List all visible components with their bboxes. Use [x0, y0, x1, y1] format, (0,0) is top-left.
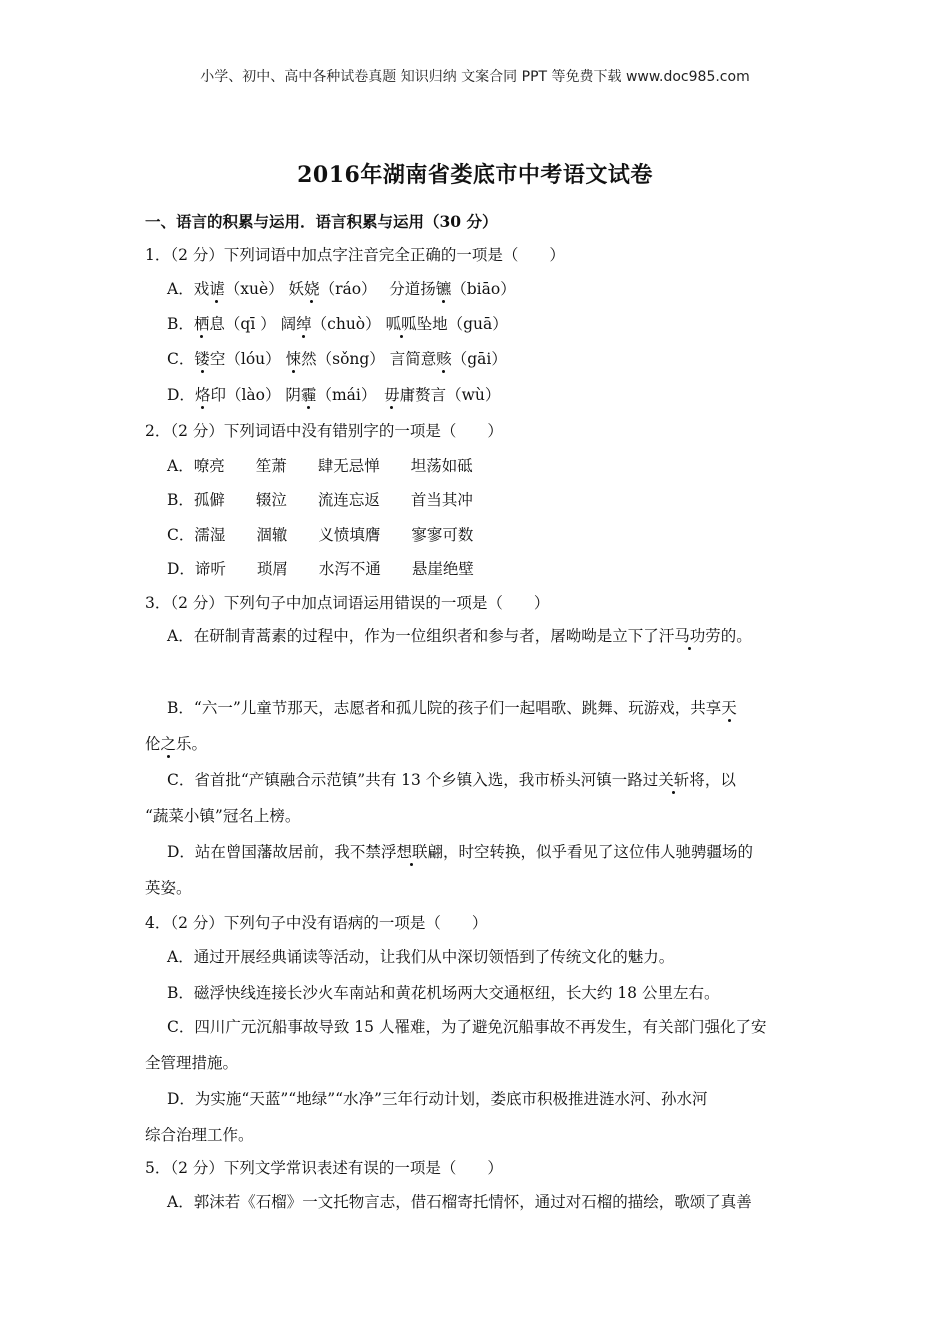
text: 空（lóu）: [209, 350, 286, 368]
text: C．省首批“产镇融合示范镇”共有 13 个乡镇入选，我市桥头河镇一路: [167, 771, 643, 789]
q2-option-a: A．嘹亮 笙萧 肆无忌惮 坦荡如砥: [167, 457, 473, 475]
q3-option-b-cont: [145, 734, 207, 754]
q1-option-b: [167, 314, 508, 334]
text: （biāo）: [451, 280, 516, 298]
q1-option-a: [167, 279, 516, 299]
text: （xuè） 妖: [224, 280, 305, 298]
text: （mái）: [316, 386, 385, 404]
section-heading: 一、语言的积累与运用．语言积累与运用（30 分）: [145, 212, 498, 231]
text: ，时空转换，似乎看见了这位伟人驰骋疆场的: [442, 843, 753, 861]
dotted-char: 赅: [436, 350, 452, 368]
dotted-char: 谑: [209, 280, 225, 298]
text: 庸赘言（wù）: [399, 386, 501, 404]
text: 印（lào） 阴: [210, 386, 301, 404]
question-1-stem: 1．（2 分）下列词语中加点字注音完全正确的一项是（ ）: [145, 246, 565, 264]
text: （chuò）: [311, 315, 386, 333]
text: D．站在曾国藩故居前，我不禁: [167, 843, 381, 861]
text: C．: [167, 350, 195, 368]
dotted-phrase: 天: [721, 699, 737, 717]
q4-option-c-cont: 全管理措施。: [145, 1054, 239, 1072]
text: 。: [191, 735, 208, 753]
q2-option-b: B．孤僻 辍泣 流连忘返 首当其冲: [167, 491, 473, 509]
q3-option-a: [167, 626, 752, 646]
question-2-stem: 2．（2 分）下列词语中没有错别字的一项是（ ）: [145, 422, 503, 440]
dotted-char: 栖: [193, 315, 210, 333]
page-title: 2016年湖南省娄底市中考语文试卷: [297, 162, 653, 188]
text: ，以: [704, 771, 736, 789]
text: （gāi）: [451, 350, 507, 368]
q4-option-c: C．四川广元沉船事故导致 15 人罹难，为了避免沉船事故不再发生，有关部门强化了安: [167, 1018, 767, 1036]
q2-option-d: D．谛听 琐屑 水泻不通 悬崖绝壁: [167, 560, 474, 578]
text: B．“六一”儿童节那天，志愿者和孤儿院的孩子们一起唱歌、跳舞、玩游戏，共享: [167, 699, 722, 717]
question-4-stem: 4．（2 分）下列句子中没有语病的一项是（ ）: [145, 914, 488, 932]
q4-option-b: B．磁浮快线连接长沙火车南站和黄花机场两大交通枢纽，长大约 18 公里左右。: [167, 984, 720, 1002]
q3-option-c: [167, 770, 736, 790]
text: D．: [167, 386, 195, 404]
dotted-char: 镂: [194, 350, 210, 368]
q3-option-d: [167, 842, 753, 862]
q3-option-b: [167, 698, 737, 718]
dotted-phrase: 汗马功劳: [658, 627, 721, 645]
text: （ráo） 分道扬: [319, 280, 436, 298]
text: 的。: [720, 627, 752, 645]
text: A．戏: [167, 280, 210, 298]
dotted-char: 霾: [300, 386, 317, 404]
q3-option-d-cont: 英姿。: [145, 879, 192, 897]
dotted-phrase: 伦之乐: [145, 735, 192, 753]
dotted-char: 毋: [384, 386, 400, 404]
dotted-phrase: 过关斩将: [642, 771, 705, 789]
text: A．在研制青蒿素的过程中，作为一位组织者和参与者，屠呦呦是立下了: [167, 627, 659, 645]
dotted-phrase: 浮想联翩: [380, 843, 443, 861]
dotted-char: 娆: [304, 280, 320, 298]
q2-option-c: C．濡湿 涸辙 义愤填膺 寥寥可数: [167, 526, 474, 544]
q4-option-a: A．通过开展经典诵读等活动，让我们从中深切领悟到了传统文化的魅力。: [167, 948, 675, 966]
dotted-char: 悚: [285, 350, 302, 368]
dotted-char: 呱呱: [385, 315, 417, 333]
page-header: 小学、初中、高中各种试卷真题 知识归纳 文案合同 PPT 等免费下载 www.doc985.com: [200, 69, 750, 85]
dotted-char: 烙: [194, 386, 211, 404]
text: 息（qī ） 阔: [209, 315, 297, 333]
q3-option-c-cont: “蔬菜小镇”冠名上榜。: [145, 807, 301, 825]
q1-option-c: [167, 349, 507, 369]
text: B．: [167, 315, 194, 333]
q1-option-d: [167, 385, 500, 405]
q4-option-d-cont: 综合治理工作。: [145, 1126, 254, 1144]
dotted-char: 镳: [435, 280, 452, 298]
text: 然（sǒng） 言简意: [301, 350, 437, 368]
q4-option-d: D．为实施“天蓝”“地绿”“水净”三年行动计划，娄底市积极推进涟水河、孙水河: [167, 1090, 708, 1108]
question-5-stem: 5．（2 分）下列文学常识表述有误的一项是（ ）: [145, 1159, 503, 1177]
question-3-stem: 3．（2 分）下列句子中加点词语运用错误的一项是（ ）: [145, 594, 550, 612]
dotted-char: 绰: [296, 315, 312, 333]
text: 坠地（guā）: [416, 315, 508, 333]
q5-option-a: A．郭沫若《石榴》一文托物言志，借石榴寄托情怀，通过对石榴的描绘，歌颂了真善: [167, 1193, 752, 1211]
